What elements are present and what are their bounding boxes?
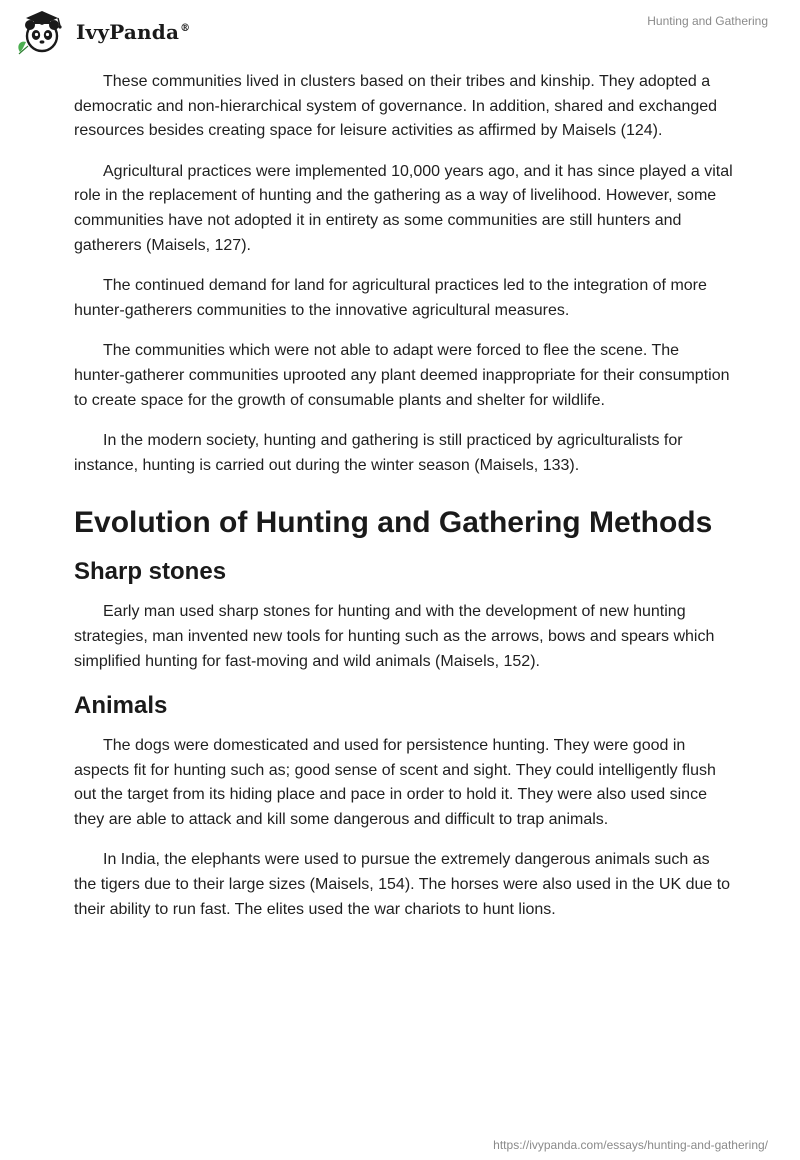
essay-content — [74, 70, 734, 938]
subsection-heading-sharp-stones: Sharp stones — [74, 558, 227, 586]
paragraph: Early man used sharp stones for hunting and with the development of new hunting strategies, man invented new tools for hunting such as the arrows, bows and spears which simplified hunting for fast-moving and wild animals (Maisels, 152). — [74, 603, 715, 670]
source-url-link[interactable]: https://ivypanda.com/essays/hunting-and-gathering/ — [493, 1138, 768, 1152]
paragraph: The communities which were not able to adapt were forced to flee the scene. The hunter-gatherer communities uprooted any plant deemed inappropriate for their consumption to create space for the growth of consumable plants and shelter for wildlife. — [74, 342, 730, 409]
registered-mark: ® — [180, 23, 191, 35]
paragraph: Agricultural practices were implemented 10,000 years ago, and it has since played a vital role in the replacement of hunting and the gathering as a way of livelihood. However, some communities have not adopted it in entirety as some communities are still hunters and gatherers (Maisels, 127). — [74, 162, 733, 254]
document-title: Hunting and Gathering — [647, 14, 768, 28]
paragraph: The dogs were domesticated and used for persistence hunting. They were good in aspects fit for hunting such as; good sense of scent and sight. They could intelligently flush out the target from its hiding place and pace in order to hold it. They were also used since they are able to attack and kill some dangerous and difficult to trap animals. — [74, 737, 716, 828]
page-header — [0, 0, 800, 62]
brand-text: IvyPanda — [76, 20, 180, 44]
panda-graduation-cap-icon — [14, 8, 70, 56]
paragraph: In India, the elephants were used to pursue the extremely dangerous animals such as the tigers due to their large sizes (Maisels, 154). The horses were also used in the UK due to their ability to run fast. The elites used the war chariots to hunt lions. — [74, 851, 731, 918]
paragraph: These communities lived in clusters based on their tribes and kinship. They adopted a democratic and non-hierarchical system of governance. In addition, shared and exchanged resources besides creating space for leisure activities as affirmed by Maisels (124). — [74, 73, 718, 140]
section-heading: Evolution of Hunting and Gathering Methods — [74, 506, 713, 540]
paragraph: In the modern society, hunting and gathering is still practiced by agriculturalists for instance, hunting is carried out during the winter season (Maisels, 133). — [74, 432, 683, 474]
brand-name — [76, 20, 190, 44]
ivypanda-logo[interactable] — [14, 8, 190, 56]
subsection-heading-animals: Animals — [74, 692, 168, 720]
paragraph: The continued demand for land for agricultural practices led to the integration of more hunter-gatherers communities to the innovative agricultural measures. — [74, 277, 707, 319]
